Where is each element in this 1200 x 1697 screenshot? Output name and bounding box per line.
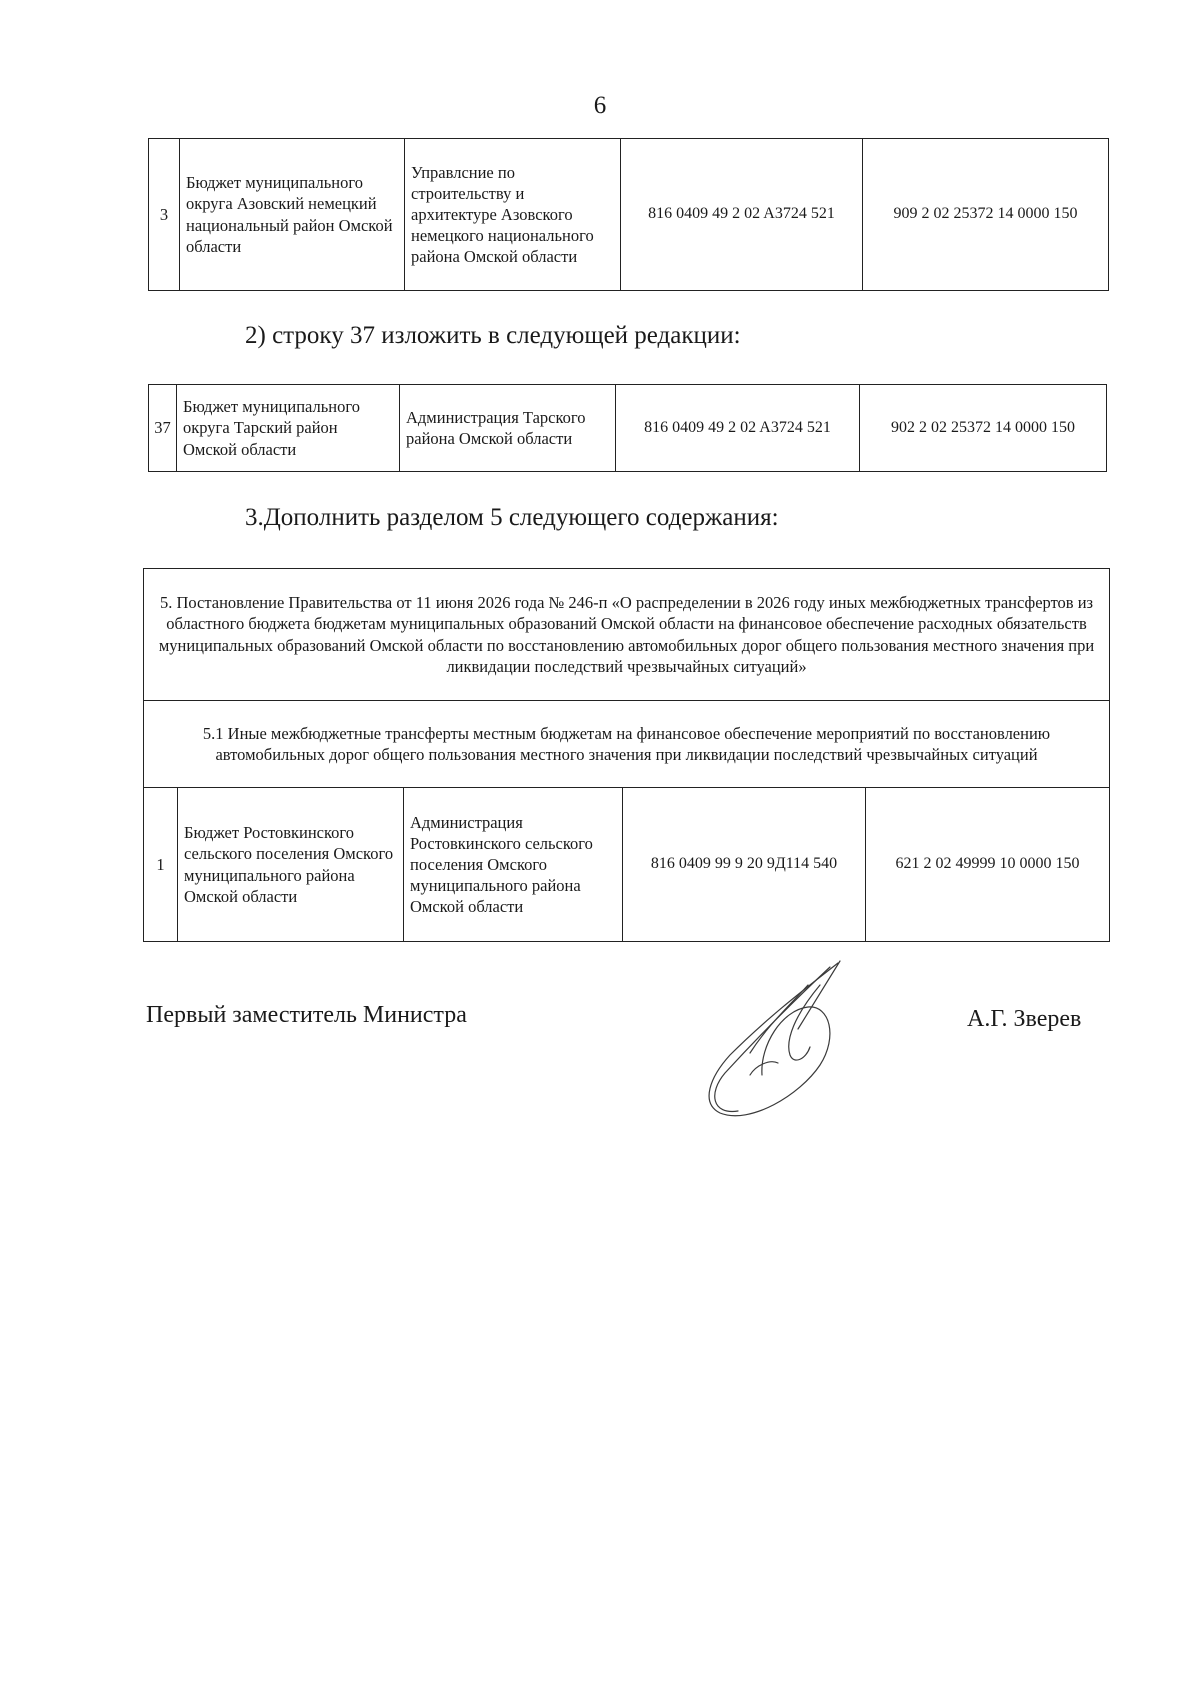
- revenue-code: 902 2 02 25372 14 0000 150: [860, 385, 1107, 472]
- row-number: 1: [144, 788, 178, 942]
- page-number: 6: [593, 92, 607, 119]
- row-number: 37: [149, 385, 177, 472]
- administrator-name: Администрация Ростовкинского сельского поселения Омского муниципального района Омской области: [404, 788, 623, 942]
- section-5-table: [143, 568, 1110, 942]
- expense-code: 816 0409 99 9 20 9Д114 540: [623, 788, 866, 942]
- row-number: 3: [149, 139, 180, 291]
- handwritten-signature: [690, 955, 860, 1125]
- subsection-title: 5.1 Иные межбюджетные трансферты местным бюджетам на финансовое обеспечение мероприятий по восстановлению автомобильных дорог общего пользования местного значения при ликвидации последствий чрезвычайных ситуаций: [144, 701, 1110, 788]
- budget-name: Бюджет муниципального округа Азовский немецкий национальный район Омской области: [180, 139, 405, 291]
- signatory-position: Первый заместитель Министра: [146, 1002, 467, 1028]
- administrator-name: Управлсние по строительству и архитектуре Азовского немецкого национального района Омской области: [405, 139, 621, 291]
- budget-name: Бюджет Ростовкинского сельского поселения Омского муниципального района Омской области: [178, 788, 404, 942]
- revenue-code: 909 2 02 25372 14 0000 150: [863, 139, 1109, 291]
- table-row-37: [148, 384, 1107, 472]
- expense-code: 816 0409 49 2 02 A3724 521: [621, 139, 863, 291]
- expense-code: 816 0409 49 2 02 A3724 521: [616, 385, 860, 472]
- revenue-code: 621 2 02 49999 10 0000 150: [866, 788, 1110, 942]
- amendment-heading-3: 3.Дополнить разделом 5 следующего содержания:: [245, 504, 779, 531]
- table-row-3: [148, 138, 1109, 291]
- budget-name: Бюджет муниципального округа Тарский район Омской области: [177, 385, 400, 472]
- administrator-name: Администрация Тарского района Омской области: [400, 385, 616, 472]
- amendment-heading-2: 2) строку 37 изложить в следующей редакции:: [245, 322, 741, 349]
- signatory-name: А.Г. Зверев: [967, 1006, 1082, 1032]
- section-title: 5. Постановление Правительства от 11 июня 2026 года № 246-п «О распределении в 2026 году иных межбюджетных трансфертов из областного бюджета бюджетам муниципальных образований Омской области на финансовое обеспечение расходных обязательств муниципальных образований Омской области по восстановлению автомобильных дорог общего пользования местного значения при ликвидации последствий чрезвычайных ситуаций»: [144, 569, 1110, 701]
